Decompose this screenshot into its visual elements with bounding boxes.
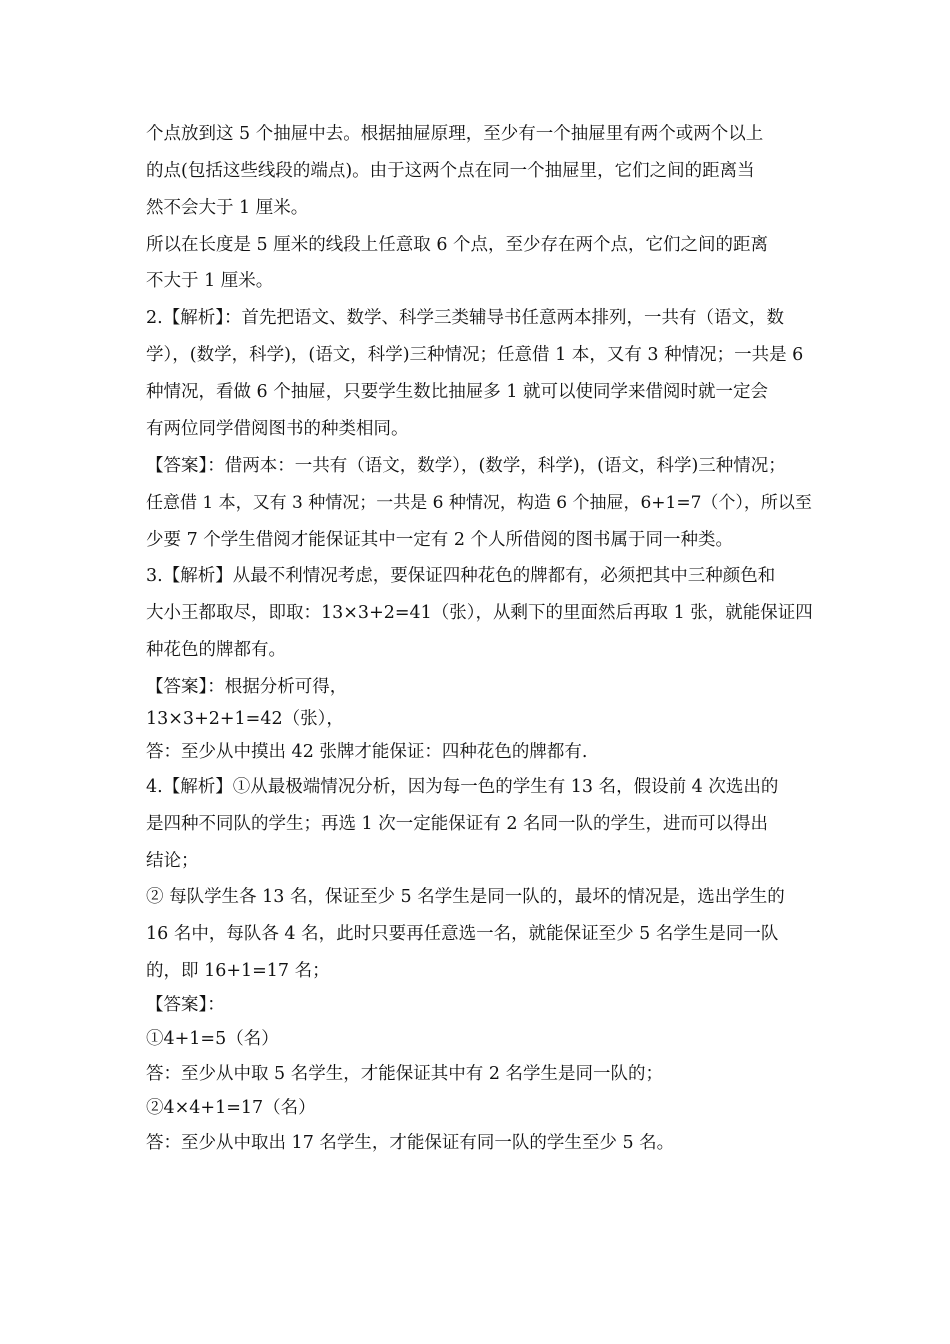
- text-line: 少要 7 个学生借阅才能保证其中一定有 2 个人所借阅的图书属于同一种类。: [146, 530, 734, 550]
- text-line: ② 每队学生各 13 名，保证至少 5 名学生是同一队的，最坏的情况是，选出学生的: [146, 887, 785, 907]
- text-line: 结论；: [146, 851, 199, 871]
- text-line: 种情况，看做 6 个抽屉，只要学生数比抽屉多 1 就可以使同学来借阅时就一定会: [146, 382, 769, 402]
- text-line: 有两位同学借阅图书的种类相同。: [146, 419, 409, 439]
- text-line: 是四种不同队的学生；再选 1 次一定能保证有 2 名同一队的学生，进而可以得出: [146, 814, 769, 834]
- text-line: 答：至少从中取 5 名学生，才能保证其中有 2 名学生是同一队的；: [146, 1064, 664, 1084]
- text-line: 答：至少从中摸出 42 张牌才能保证：四种花色的牌都有.: [146, 742, 588, 762]
- text-line: 不大于 1 厘米。: [146, 271, 274, 291]
- text-line: ②4×4+1=17（名）: [146, 1098, 316, 1118]
- text-line: 4.【解析】①从最极端情况分析，因为每一色的学生有 13 名，假设前 4 次选出的: [146, 777, 779, 797]
- text-line: 学），(数学，科学)，(语文，科学)三种情况；任意借 1 本，又有 3 种情况；一共是 6: [146, 345, 804, 365]
- text-line: 然不会大于 1 厘米。: [146, 198, 309, 218]
- text-line: 【答案】：借两本：一共有（语文，数学），(数学，科学)，(语文，科学)三种情况；: [146, 456, 786, 476]
- text-line: 3.【解析】从最不利情况考虑，要保证四种花色的牌都有，必须把其中三种颜色和: [146, 566, 776, 586]
- text-line: 所以在长度是 5 厘米的线段上任意取 6 个点，至少存在两个点，它们之间的距离: [146, 235, 769, 255]
- text-line: 【答案】：: [146, 995, 225, 1015]
- text-line: 大小王都取尽，即取：13×3+2=41（张），从剩下的里面然后再取 1 张，就能保证四: [146, 603, 813, 623]
- text-line: 的点(包括这些线段的端点)。由于这两个点在同一个抽屉里，它们之间的距离当: [146, 161, 755, 181]
- text-line: 任意借 1 本，又有 3 种情况；一共是 6 种情况，构造 6 个抽屉，6+1=7（个），所以至: [146, 493, 812, 513]
- text-line: 的，即 16+1=17 名；: [146, 961, 330, 981]
- text-line: 种花色的牌都有。: [146, 640, 286, 660]
- text-line: 2.【解析】：首先把语文、数学、科学三类辅导书任意两本排列，一共有（语文，数: [146, 308, 784, 328]
- text-line: 答：至少从中取出 17 名学生，才能保证有同一队的学生至少 5 名。: [146, 1133, 675, 1153]
- text-line: 16 名中，每队各 4 名，此时只要再任意选一名，就能保证至少 5 名学生是同一队: [146, 924, 779, 944]
- text-line: 13×3+2+1=42（张），: [146, 709, 344, 729]
- text-line: 个点放到这 5 个抽屉中去。根据抽屉原理，至少有一个抽屉里有两个或两个以上: [146, 124, 764, 144]
- text-line: ①4+1=5（名）: [146, 1029, 279, 1049]
- text-line: 【答案】：根据分析可得，: [146, 677, 348, 697]
